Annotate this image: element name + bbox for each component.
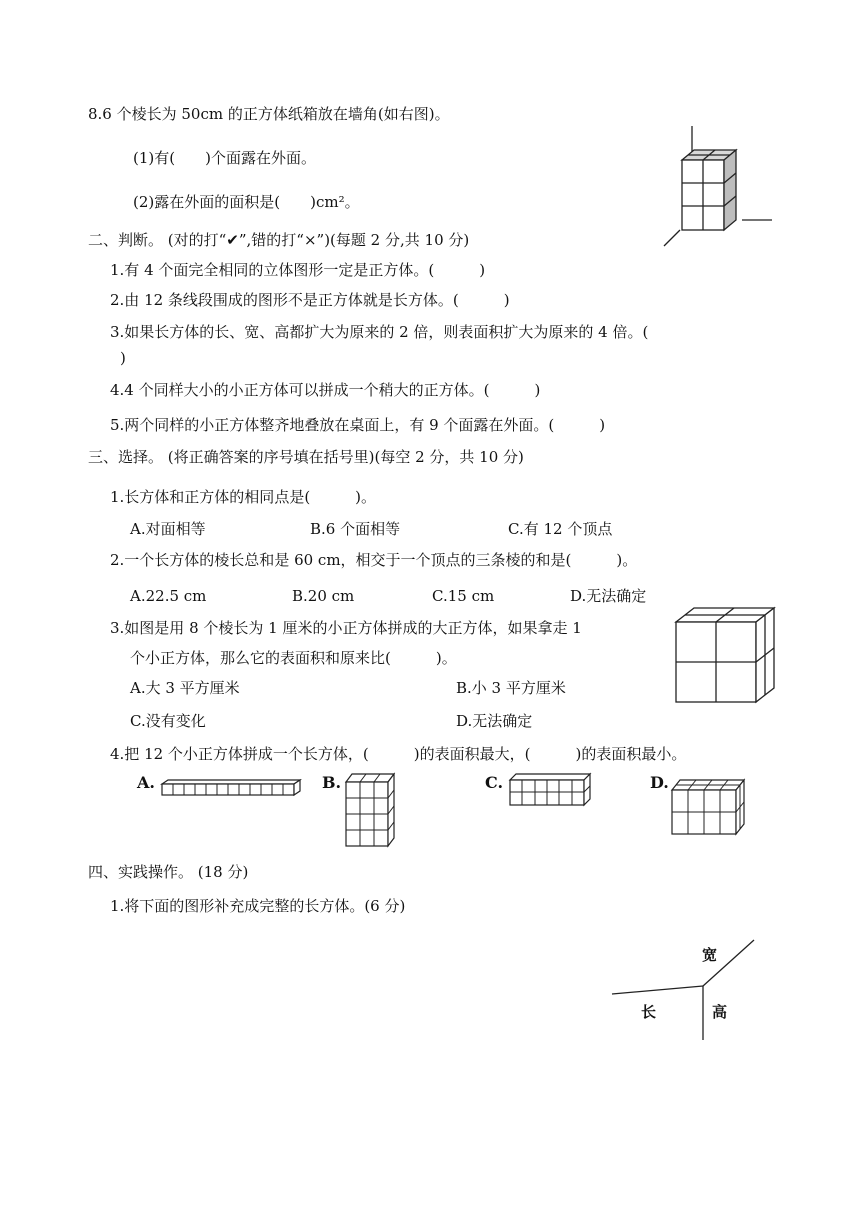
choice-q1-option-c: C.有 12 个顶点 bbox=[508, 520, 613, 538]
practice-q1: 1.将下面的图形补充成完整的长方体。(6 分) bbox=[110, 897, 406, 915]
choice-q2-option-c: C.15 cm bbox=[432, 587, 495, 605]
choice-q1-option-a: A.对面相等 bbox=[130, 520, 206, 538]
judge-item-5: 5.两个同样的小正方体整齐地叠放在桌面上，有 9 个面露在外面。( ) bbox=[110, 416, 606, 434]
choice-q2-option-d: D.无法确定 bbox=[570, 587, 647, 605]
corner-cube-figure bbox=[660, 122, 780, 250]
q8-sub1: (1)有( )个面露在外面。 bbox=[133, 149, 316, 167]
figure-label-b: B. bbox=[322, 773, 342, 792]
label-height: 高 bbox=[712, 1003, 728, 1021]
figure-label-c: C. bbox=[485, 773, 504, 792]
figure-label-a: A. bbox=[137, 773, 155, 792]
cuboid-corner-figure bbox=[610, 936, 760, 1044]
label-length: 长 bbox=[641, 1003, 657, 1021]
choice-q3-option-b: B.小 3 平方厘米 bbox=[456, 679, 566, 697]
choice-q2-option-a: A.22.5 cm bbox=[130, 587, 207, 605]
choice-q1-option-b: B.6 个面相等 bbox=[310, 520, 401, 538]
large-cube-figure bbox=[672, 606, 782, 706]
cuboid-figure-b bbox=[344, 772, 396, 848]
choice-q3-option-a: A.大 3 平方厘米 bbox=[130, 679, 240, 697]
choice-q3-stem-1: 3.如图是用 8 个棱长为 1 厘米的小正方体拼成的大正方体，如果拿走 1 bbox=[110, 619, 582, 637]
judge-item-2: 2.由 12 条线段围成的图形不是正方体就是长方体。( ) bbox=[110, 291, 510, 309]
section3-title: 三、选择。 (将正确答案的序号填在括号里)(每空 2 分，共 10 分) bbox=[88, 448, 524, 466]
cuboid-figure-a bbox=[160, 778, 304, 798]
choice-q1-stem: 1.长方体和正方体的相同点是( )。 bbox=[110, 488, 377, 506]
judge-item-3-cont: ) bbox=[120, 349, 126, 367]
choice-q3-option-c: C.没有变化 bbox=[130, 712, 206, 730]
choice-q3-stem-2: 个小正方体，那么它的表面积和原来比( )。 bbox=[130, 649, 457, 667]
q8-stem: 8.6 个棱长为 50cm 的正方体纸箱放在墙角(如右图)。 bbox=[88, 105, 450, 123]
cuboid-figure-c bbox=[508, 772, 592, 808]
figure-label-d: D. bbox=[650, 773, 669, 792]
label-width: 宽 bbox=[702, 946, 718, 964]
q8-sub2: (2)露在外面的面积是( )cm²。 bbox=[133, 193, 360, 211]
judge-item-1: 1.有 4 个面完全相同的立体图形一定是正方体。( ) bbox=[110, 261, 486, 279]
choice-q2-stem: 2.一个长方体的棱长总和是 60 cm，相交于一个顶点的三条棱的和是( )。 bbox=[110, 551, 638, 569]
section4-title: 四、实践操作。 (18 分) bbox=[88, 863, 249, 881]
judge-item-3: 3.如果长方体的长、宽、高都扩大为原来的 2 倍，则表面积扩大为原来的 4 倍。( bbox=[110, 323, 649, 341]
section2-title: 二、判断。 (对的打“✔”,错的打“×”)(每题 2 分,共 10 分) bbox=[88, 231, 470, 249]
choice-q4-stem: 4.把 12 个小正方体拼成一个长方体，( )的表面积最大，( )的表面积最小。 bbox=[110, 745, 687, 763]
cuboid-figure-d bbox=[670, 778, 746, 836]
choice-q2-option-b: B.20 cm bbox=[292, 587, 355, 605]
choice-q3-option-d: D.无法确定 bbox=[456, 712, 533, 730]
judge-item-4: 4.4 个同样大小的小正方体可以拼成一个稍大的正方体。( ) bbox=[110, 381, 541, 399]
